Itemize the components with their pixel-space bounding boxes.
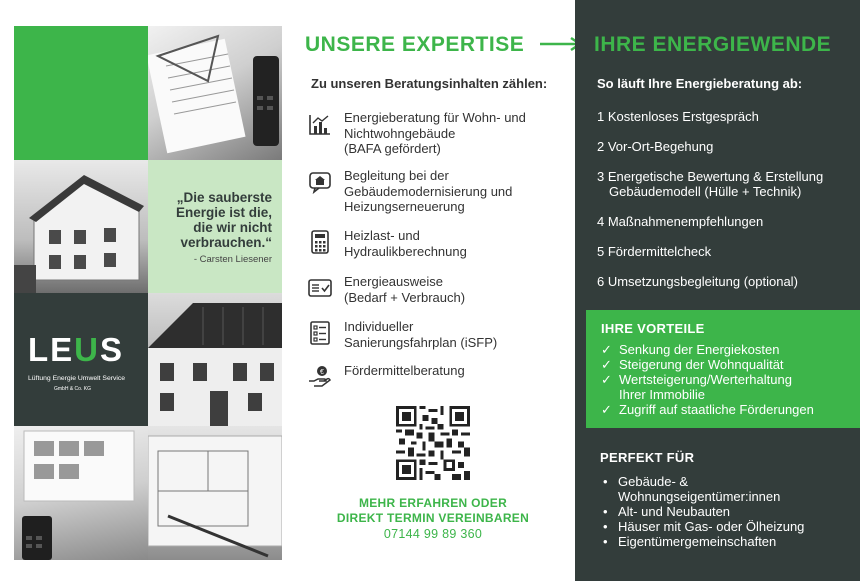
checklist-icon bbox=[308, 321, 332, 345]
services-heading: Zu unseren Beratungsinhalten zählen: bbox=[311, 76, 548, 91]
advantages-box bbox=[586, 310, 860, 428]
check-icon: ✓ bbox=[601, 402, 612, 417]
target-item: • Häuser mit Gas- oder Ölheizung bbox=[601, 519, 851, 534]
target-group-list bbox=[601, 474, 851, 549]
quote-block bbox=[148, 160, 282, 293]
green-tile bbox=[14, 26, 148, 160]
check-icon: ✓ bbox=[601, 342, 612, 357]
advantages-title: IHRE VORTEILE bbox=[601, 321, 705, 336]
process-step: 4 Maßnahmenempfehlungen bbox=[597, 214, 764, 229]
photo-floorplan-desk bbox=[148, 426, 282, 560]
service-line: Sanierungsfahrplan (iSFP) bbox=[344, 334, 498, 350]
house-chat-icon bbox=[308, 170, 332, 194]
chart-icon bbox=[308, 112, 332, 136]
check-icon: ✓ bbox=[601, 372, 612, 387]
process-step: 6 Umsetzungsbegleitung (optional) bbox=[597, 274, 798, 289]
service-line: Fördermittelberatung bbox=[344, 363, 465, 378]
service-line: Begleitung bei der bbox=[344, 168, 449, 183]
service-line: Hydraulikberechnung bbox=[344, 243, 467, 259]
target-item: • Eigentümergemeinschaften bbox=[601, 534, 851, 549]
service-line: Nichtwohngebäude bbox=[344, 125, 456, 141]
svg-text:€: € bbox=[320, 369, 324, 376]
check-icon: ✓ bbox=[601, 357, 612, 372]
logo-wordmark: LEUS bbox=[28, 331, 125, 368]
cta-line: MEHR ERFAHREN ODER bbox=[358, 496, 508, 510]
process-step: 5 Fördermittelcheck bbox=[597, 244, 712, 259]
service-line: Heizungserneuerung bbox=[344, 199, 465, 214]
quote-line: verbrauchen.“ bbox=[180, 235, 272, 250]
service-item bbox=[308, 319, 568, 353]
service-line: Heizlast- und bbox=[344, 228, 420, 243]
service-line: (Bedarf + Verbrauch) bbox=[344, 289, 466, 305]
service-item bbox=[308, 363, 568, 385]
service-item bbox=[308, 274, 568, 308]
photo-plans-calculator bbox=[14, 426, 148, 560]
qr-code-icon bbox=[396, 406, 470, 480]
advantage-item: ✓ Steigerung der Wohnqualität bbox=[601, 357, 784, 372]
process-heading: So läuft Ihre Energieberatung ab: bbox=[597, 76, 803, 91]
advantage-item: ✓ Senkung der Energiekosten bbox=[601, 342, 780, 357]
service-line: (BAFA gefördert) bbox=[344, 141, 441, 156]
photo-building bbox=[14, 160, 148, 293]
certificate-icon bbox=[308, 276, 332, 300]
service-line: Gebäudemodernisierung und bbox=[344, 183, 513, 199]
phone-number[interactable]: 07144 99 89 360 bbox=[383, 527, 483, 541]
service-line: Energieausweise bbox=[344, 274, 444, 289]
service-line: Individueller bbox=[344, 319, 414, 334]
advantage-item: ✓ Wertsteigerung/Werterhaltung Ihrer Immobilie bbox=[601, 372, 792, 402]
service-line: Energieberatung für Wohn- und bbox=[344, 110, 526, 125]
advantages-list bbox=[601, 342, 856, 417]
cta-line: DIREKT TERMIN VEREINBAREN bbox=[336, 511, 530, 525]
quote-line: Energie ist die, bbox=[175, 205, 272, 220]
logo-legal-form: GmbH & Co. KG bbox=[54, 386, 91, 392]
quote-line: „Die sauberste bbox=[176, 190, 272, 205]
service-item bbox=[308, 110, 568, 158]
logo-subtitle: Lüftung Energie Umwelt Service bbox=[28, 375, 126, 382]
process-step: 2 Vor-Ort-Begehung bbox=[597, 139, 714, 154]
call-to-action bbox=[318, 496, 548, 542]
process-step: 3 Energetische Bewertung & Erstellung Gebäudemodell (Hülle + Technik) bbox=[597, 169, 824, 199]
process-step: 1 Kostenloses Erstgespräch bbox=[597, 109, 759, 124]
advantage-item: ✓ Zugriff auf staatliche Förderungen bbox=[601, 402, 814, 417]
quote-author: - Carsten Liesener bbox=[193, 254, 272, 265]
target-item: • Gebäude- & Wohnungseigentümer:innen bbox=[601, 474, 851, 504]
energy-transition-title: IHRE ENERGIEWENDE bbox=[594, 33, 832, 56]
euro-hand-icon bbox=[308, 365, 332, 389]
calculator-icon bbox=[308, 230, 332, 254]
photo-house-solar bbox=[148, 293, 282, 426]
service-item bbox=[308, 228, 568, 262]
expertise-title: UNSERE EXPERTISE bbox=[305, 33, 525, 56]
target-item: • Alt- und Neubauten bbox=[601, 504, 851, 519]
leus-logo bbox=[14, 293, 148, 426]
target-group-title: PERFEKT FÜR bbox=[600, 450, 695, 465]
quote-line: die wir nicht bbox=[193, 220, 272, 235]
service-item bbox=[308, 168, 568, 216]
photo-documents-calculator bbox=[148, 26, 282, 160]
